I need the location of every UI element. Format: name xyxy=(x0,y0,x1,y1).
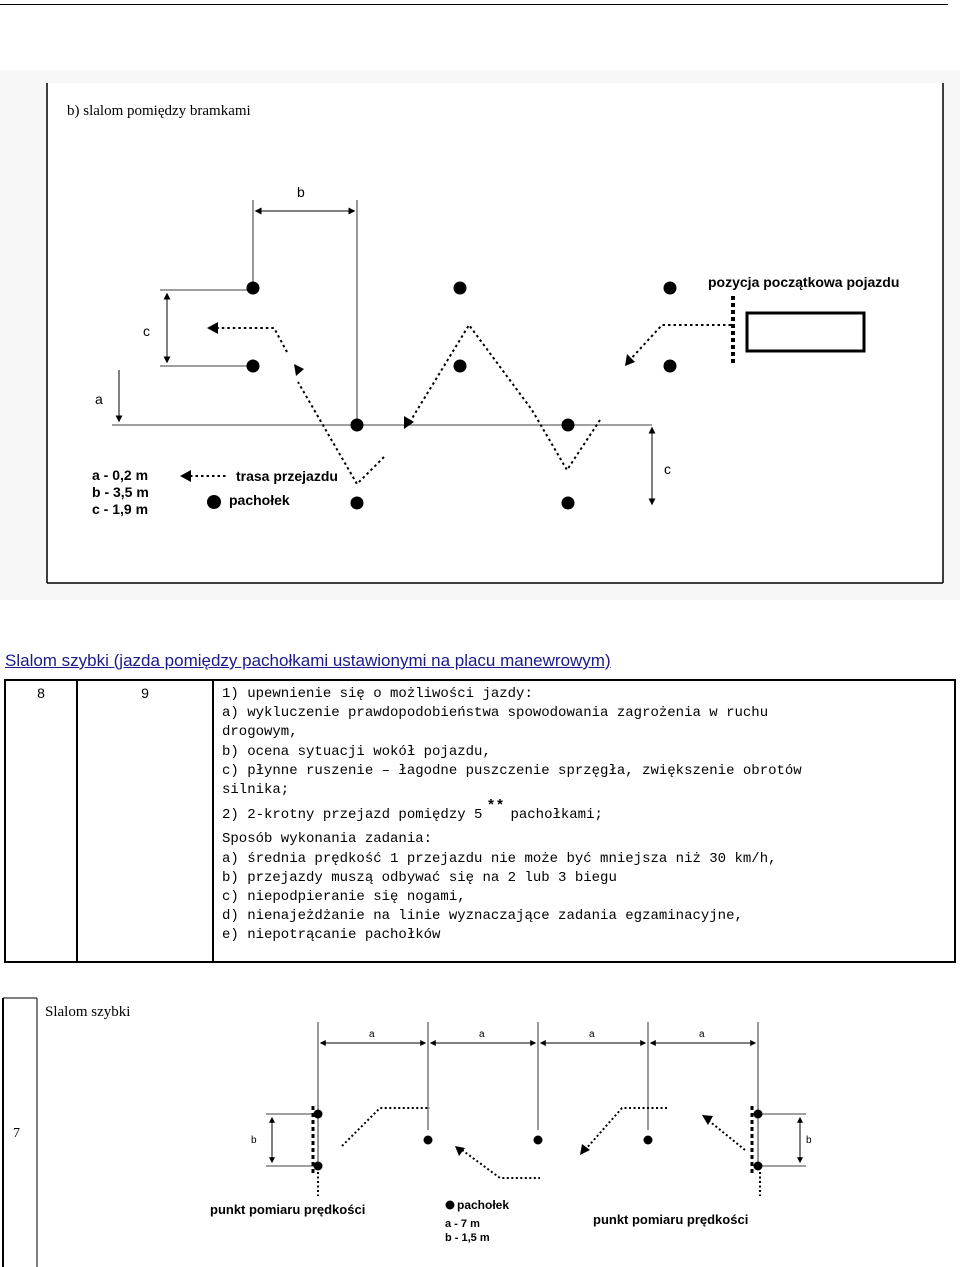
row-number: 7 xyxy=(13,1126,20,1141)
dim-a3: a xyxy=(589,1029,595,1040)
line-6: silnika; xyxy=(222,782,290,799)
line-1: 1) upewnienie się o możliwości jazdy: xyxy=(222,686,533,702)
legend-cone-icon xyxy=(446,1201,455,1210)
legend-a-value-2: a - 7 m xyxy=(445,1218,480,1230)
figure1-title: b) slalom pomiędzy bramkami xyxy=(67,103,251,119)
task-description-cell xyxy=(213,680,955,962)
legend-b-value-2: b - 1,5 m xyxy=(445,1232,490,1244)
legend-a-value: a - 0,2 m xyxy=(92,467,149,483)
footnote-stars: ** xyxy=(486,798,505,816)
legend-cone-label-2: pachołek xyxy=(457,1198,510,1212)
speed-point-right: punkt pomiaru prędkości xyxy=(593,1212,749,1227)
vehicle-start-box xyxy=(747,313,864,351)
slalom-gates-diagram xyxy=(0,70,960,600)
dim-a4: a xyxy=(699,1029,705,1040)
table-row xyxy=(5,680,955,962)
legend-route-label: trasa przejazdu xyxy=(236,468,338,484)
line-10: b) przejazdy muszą odbywać się na 2 lub 3 biegu xyxy=(222,869,617,886)
line-7 xyxy=(222,798,954,825)
speed-point-left: punkt pomiaru prędkości xyxy=(210,1202,366,1217)
legend-b-value: b - 3,5 m xyxy=(92,484,149,500)
line-3: drogowym, xyxy=(222,724,298,741)
line-4: b) ocena sytuacji wokół pojazdu, xyxy=(222,743,491,760)
line-2: a) wykluczenie prawdopodobieństwa spowodowania zagrożenia w ruchu xyxy=(222,705,769,722)
column-8-cell: 8 xyxy=(5,680,77,962)
dim-a2: a xyxy=(479,1029,485,1040)
dim-b-label: b xyxy=(297,184,305,200)
dim-c-right-label: c xyxy=(664,461,671,477)
top-rule xyxy=(0,4,948,5)
line-13: e) niepotrącanie pachołków xyxy=(222,927,441,944)
dim-b-left: b xyxy=(251,1135,257,1146)
requirements-table xyxy=(4,679,956,963)
line-5: c) płynne ruszenie – łagodne puszczenie sprzęgła, zwiększenie obrotów xyxy=(222,762,802,779)
line-11: c) niepodpieranie się nogami, xyxy=(222,889,466,906)
legend-c-value: c - 1,9 m xyxy=(92,501,149,517)
line-7-text: 2) 2-krotny przejazd pomiędzy 5 xyxy=(222,807,483,824)
line-9: a) średnia prędkość 1 przejazdu nie może być mniejsza niż 30 km/h, xyxy=(222,850,777,867)
start-position-label: pozycja początkowa pojazdu xyxy=(708,274,900,290)
line-7-end: pachołkami; xyxy=(510,807,603,824)
dim-c-label: c xyxy=(143,323,150,339)
column-9-cell: 9 xyxy=(77,680,213,962)
dim-a-label: a xyxy=(95,391,103,407)
line-12: d) nienajeżdżanie na linie wyznaczające zadania egzaminacyjne, xyxy=(222,908,743,925)
section-heading: Slalom szybki (jazda pomiędzy pachołkami ustawionymi na placu manewrowym) xyxy=(5,651,611,670)
fast-slalom-diagram xyxy=(0,995,960,1267)
legend-cone-icon xyxy=(207,495,221,509)
figure2-title: Slalom szybki xyxy=(45,1004,131,1020)
dim-b-right: b xyxy=(806,1135,812,1146)
dim-a1: a xyxy=(369,1029,375,1040)
legend-cone-label: pachołek xyxy=(229,492,290,508)
line-8: Sposób wykonania zadania: xyxy=(222,831,433,848)
